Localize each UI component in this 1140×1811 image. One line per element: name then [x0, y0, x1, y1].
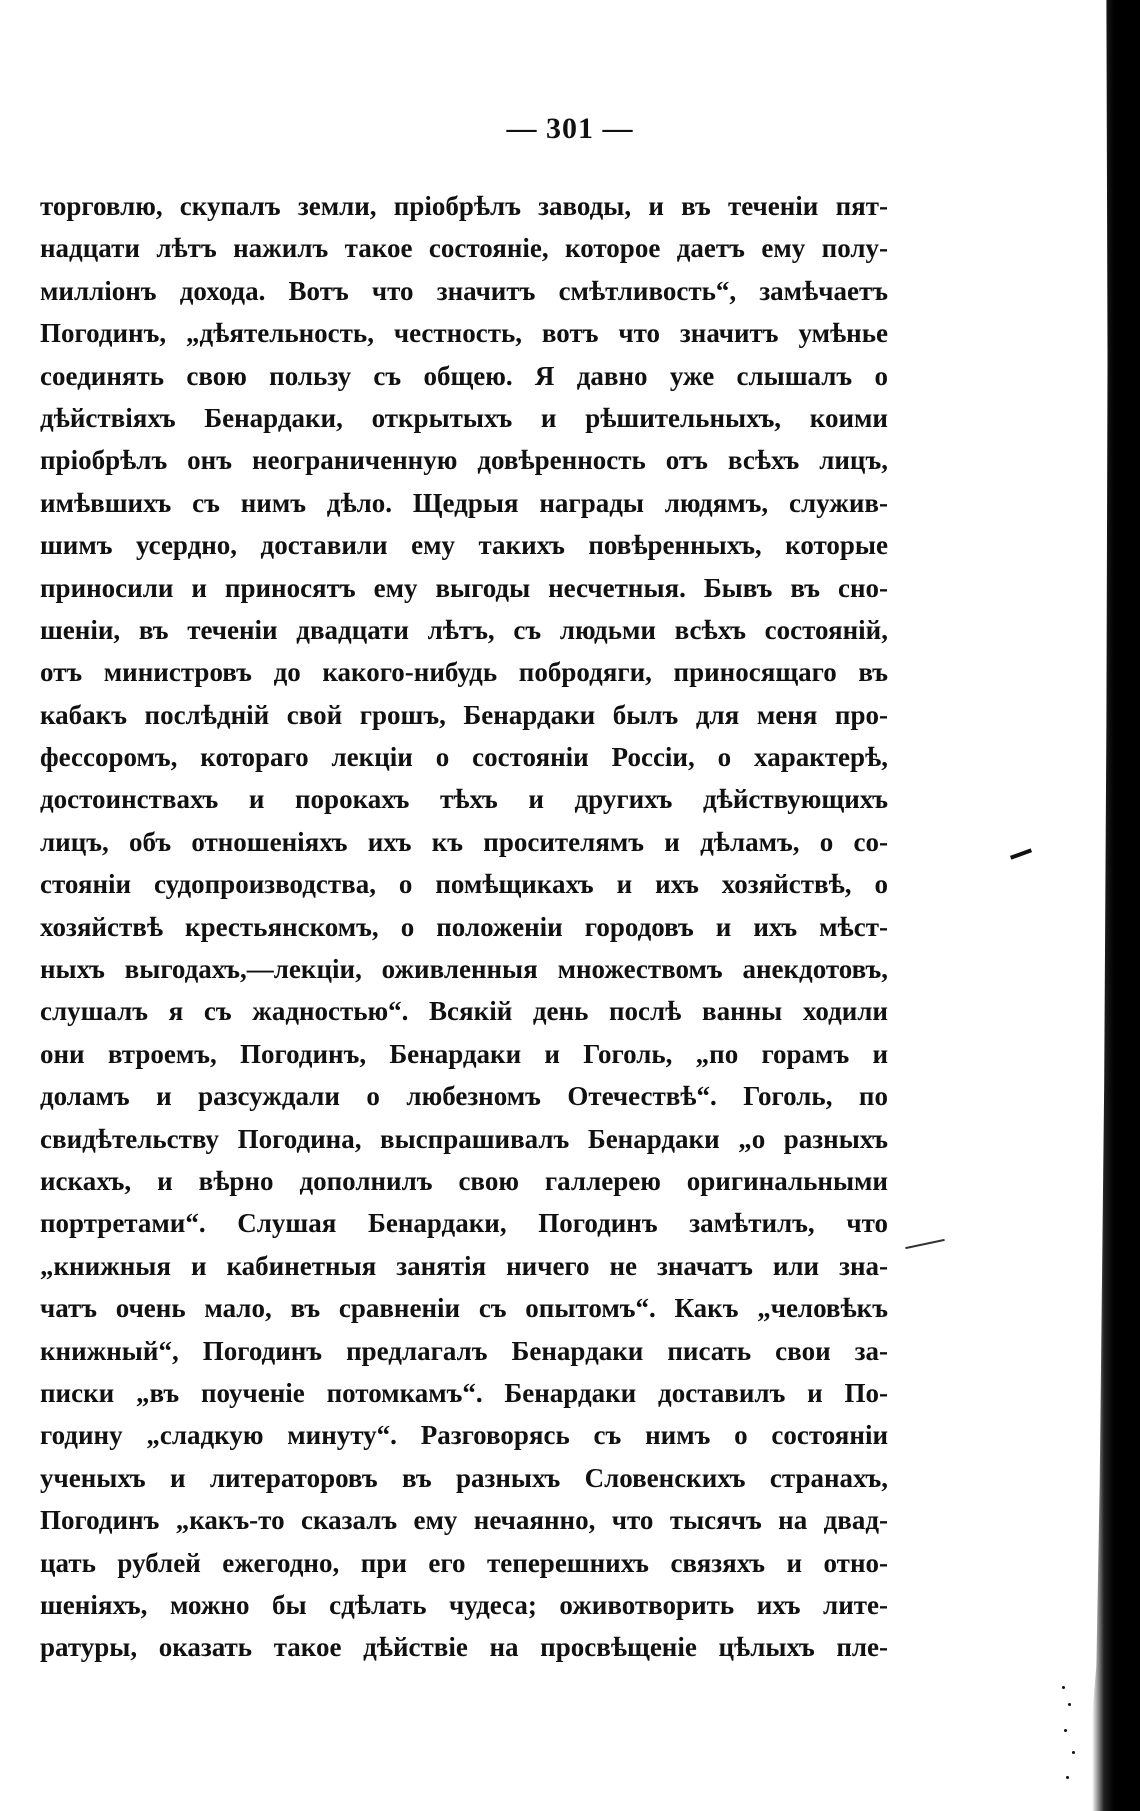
text-line: фессоромъ, котораго лекціи о состояніи Россіи, о характерѣ, [40, 742, 888, 773]
text-line: доламъ и разсуждали о любезномъ Отечествѣ“. Гоголь, по [40, 1081, 888, 1112]
text-line: надцати лѣтъ нажилъ такое состояніе, которое даетъ ему полу- [40, 233, 888, 264]
text-line: писки „въ поученіе потомкамъ“. Бенардаки доставилъ и По- [40, 1377, 888, 1408]
page-number: — 301 — [506, 112, 634, 145]
text-line: шеніи, въ теченіи двадцати лѣтъ, съ людьми всѣхъ состояній, [40, 614, 888, 645]
text-line: хозяйствѣ крестьянскомъ, о положеніи городовъ и ихъ мѣст- [40, 911, 888, 942]
text-line: соединять свою пользу съ общею. Я давно уже слышалъ о [40, 360, 888, 391]
text-line: чатъ очень мало, въ сравненіи съ опытомъ“. Какъ „человѣкъ [40, 1293, 888, 1324]
text-line: дѣйствіяхъ Бенардаки, открытыхъ и рѣшительныхъ, коими [40, 402, 888, 433]
text-line: приносили и приносятъ ему выгоды несчетныя. Бывъ въ сно- [40, 572, 888, 603]
text-line: Погодинъ „какъ-то сказалъ ему нечаянно, что тысячъ на двад- [40, 1505, 888, 1536]
margin-mark [1010, 848, 1032, 859]
binding-shadow [1084, 0, 1140, 1811]
body-text [40, 185, 888, 1669]
text-line: цать рублей ежегодно, при его теперешнихъ связяхъ и отно- [40, 1547, 888, 1578]
text-line: стояніи судопроизводства, о помѣщикахъ и ихъ хозяйствѣ, о [40, 869, 888, 900]
text-line: книжный“, Погодинъ предлагалъ Бенардаки писать свои за- [40, 1335, 888, 1366]
text-line: милліонъ дохода. Вотъ что значитъ смѣтливость“, замѣчаетъ [40, 275, 888, 306]
text-line: ратуры, оказать такое дѣйствіе на просвѣщеніе цѣлыхъ пле- [40, 1632, 888, 1663]
text-line: годину „сладкую минуту“. Разговорясь съ нимъ о состояніи [40, 1420, 888, 1451]
text-line: лицъ, объ отношеніяхъ ихъ къ просителямъ и дѣламъ, о со- [40, 826, 888, 857]
text-line: отъ министровъ до какого-нибудь побродяги, приносящаго въ [40, 657, 888, 688]
text-line: имѣвшихъ съ нимъ дѣло. Щедрыя награды людямъ, служив- [40, 487, 888, 518]
text-line: слушалъ я съ жадностью“. Всякій день послѣ ванны ходили [40, 996, 888, 1027]
text-line: кабакъ послѣдній свой грошъ, Бенардаки былъ для меня про- [40, 699, 888, 730]
text-line: шимъ усердно, доставили ему такихъ повѣренныхъ, которые [40, 530, 888, 561]
scan-specks [1060, 1681, 1080, 1791]
text-line: портретами“. Слушая Бенардаки, Погодинъ замѣтилъ, что [40, 1208, 888, 1239]
text-line: торговлю, скупалъ земли, пріобрѣлъ заводы, и въ теченіи пят- [40, 191, 888, 221]
text-line: шеніяхъ, можно бы сдѣлать чудеса; оживотворить ихъ лите- [40, 1589, 888, 1620]
text-line: ныхъ выгодахъ,—лекціи, оживленныя множествомъ анекдотовъ, [40, 954, 888, 985]
text-line: достоинствахъ и порокахъ тѣхъ и другихъ дѣйствующихъ [40, 784, 888, 815]
text-line: „книжныя и кабинетныя занятія ничего не значатъ или зна- [40, 1250, 888, 1281]
text-line: искахъ, и вѣрно дополнилъ свою галлерею оригинальными [40, 1165, 888, 1196]
text-line: Погодинъ, „дѣятельность, честность, вотъ что значитъ умѣнье [40, 318, 888, 349]
text-line: свидѣтельству Погодина, выспрашивалъ Бенардаки „о разныхъ [40, 1123, 888, 1154]
text-line: пріобрѣлъ онъ неограниченную довѣренность отъ всѣхъ лицъ, [40, 445, 888, 476]
text-line: они втроемъ, Погодинъ, Бенардаки и Гоголь, „по горамъ и [40, 1038, 888, 1069]
text-line: ученыхъ и литераторовъ въ разныхъ Словенскихъ странахъ, [40, 1462, 888, 1493]
stray-pencil-mark [905, 1239, 945, 1249]
